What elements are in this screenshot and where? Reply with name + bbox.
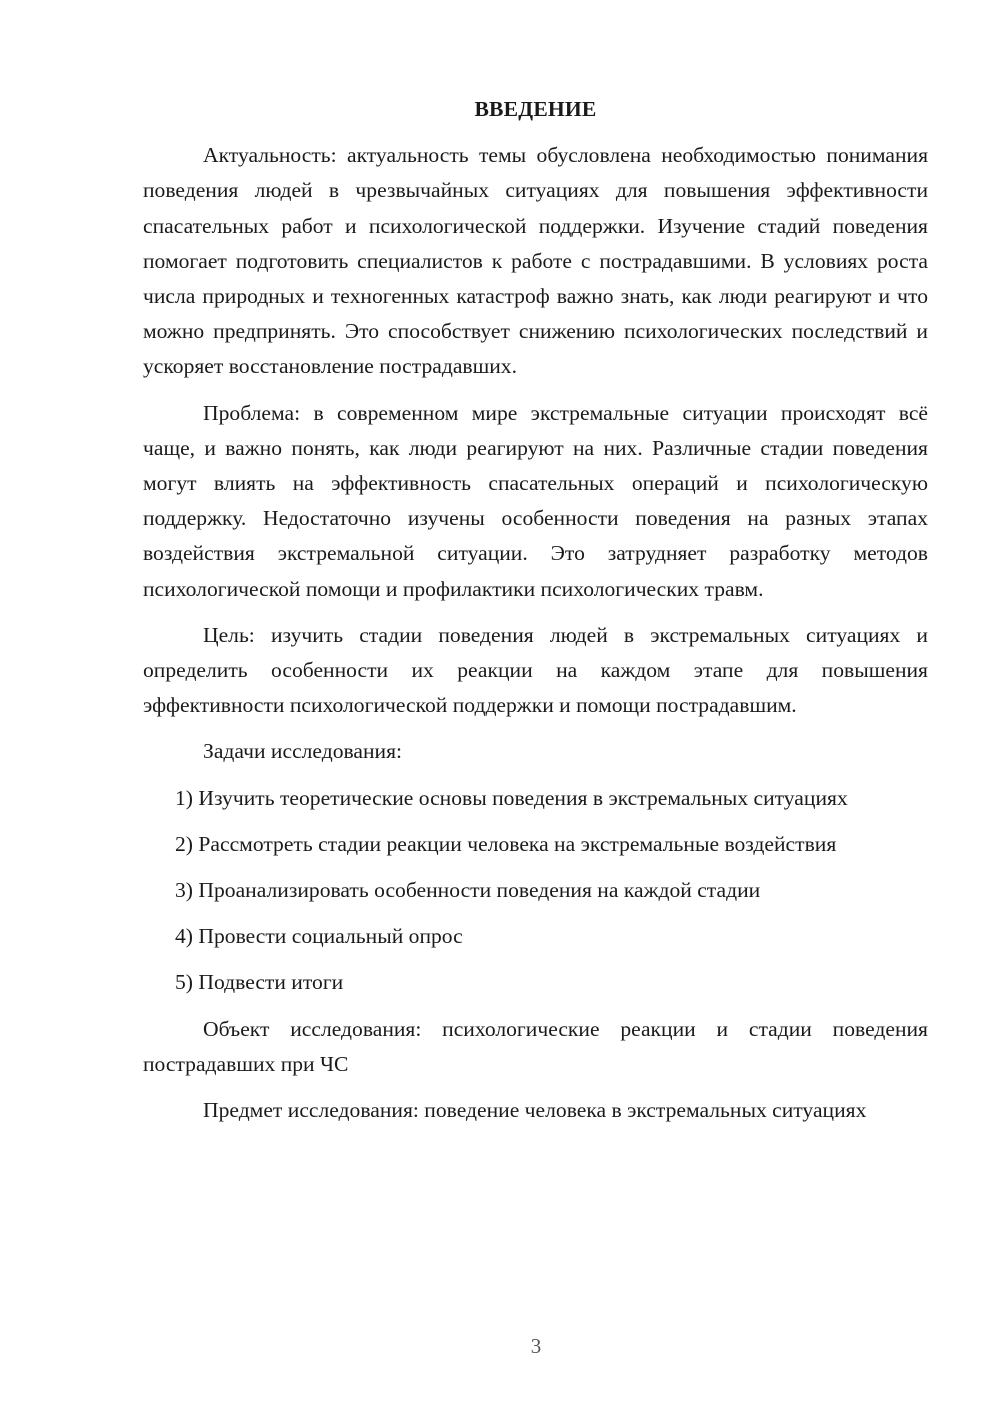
task-item-2: 2) Рассмотреть стадии реакции человека на экстремальные воздействия	[175, 831, 837, 856]
subject-paragraph: Предмет исследования: поведение человека в экстремальных ситуациях	[203, 1098, 867, 1123]
relevance-paragraph: Актуальность: актуальность темы обусловлена необходимостью понимания поведения людей в чрезвычайных ситуациях для повышения эффективности спасательных работ и психологической поддержки. Изучение стадий поведения помогает подготовить специалистов к работе с пострадавшими. В условиях роста числа природных и техногенных катастроф важно знать, как люди реагируют и что можно предпринять. Это способствует снижению психологических последствий и ускоряет восстановление пострадавших.	[143, 143, 928, 379]
task-item-5: 5) Подвести итоги	[175, 970, 344, 995]
section-heading: ВВЕДЕНИЕ	[474, 97, 597, 121]
page-content	[143, 92, 928, 1139]
page-number: 3	[530, 1334, 542, 1358]
task-item-1: 1) Изучить теоретические основы поведения в экстремальных ситуациях	[175, 785, 848, 810]
task-item-3: 3) Проанализировать особенности поведения на каждой стадии	[175, 878, 761, 903]
object-paragraph: Объект исследования: психологические реакции и стадии поведения пострадавших при ЧС	[143, 1016, 928, 1076]
problem-paragraph: Проблема: в современном мире экстремальные ситуации происходят всё чаще, и важно понять, как люди реагируют на них. Различные стадии поведения могут влиять на эффективность спасательных операций и психологическую поддержку. Недостаточно изучены особенности поведения на разных этапах воздействия экстремальной ситуации. Это затрудняет разработку методов психологической помощи и профилактики психологических травм.	[143, 400, 928, 601]
tasks-label: Задачи исследования:	[203, 739, 403, 764]
goal-paragraph: Цель: изучить стадии поведения людей в экстремальных ситуациях и определить особенности их реакции на каждом этапе для повышения эффективности психологической поддержки и помощи пострадавшим.	[143, 622, 928, 718]
task-item-4: 4) Провести социальный опрос	[175, 924, 463, 949]
